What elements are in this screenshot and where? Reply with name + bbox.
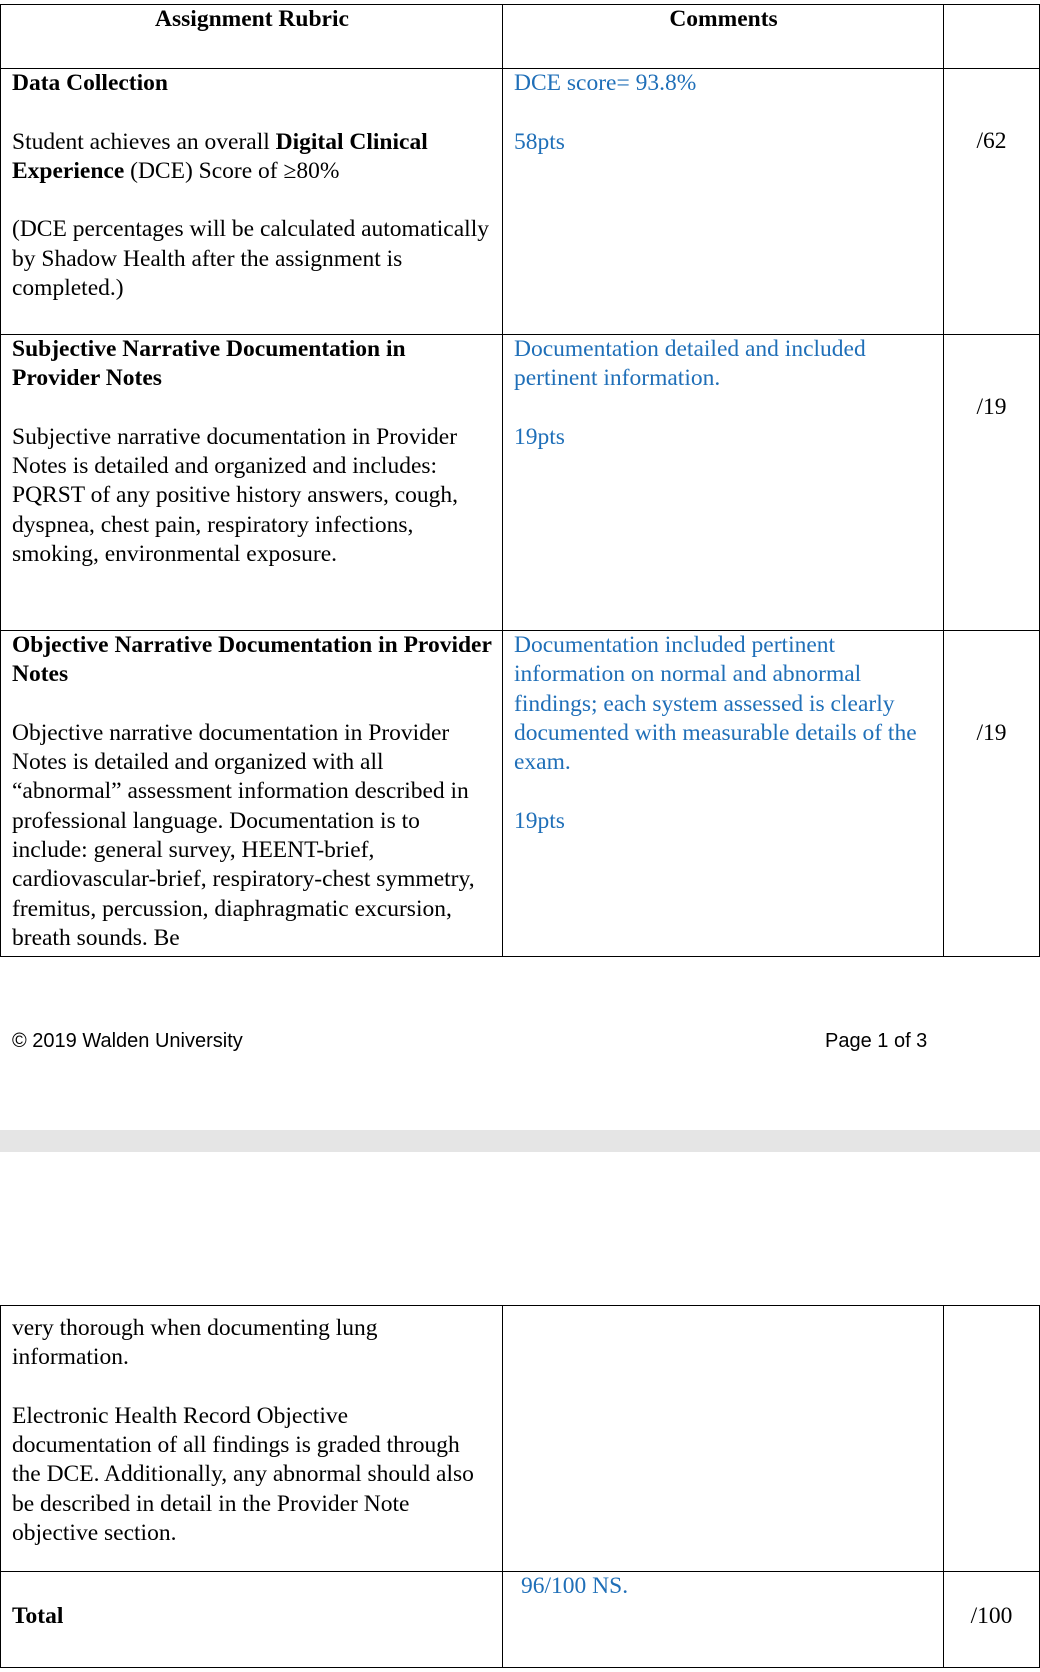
comment-text: Documentation included pertinent information on normal and abnormal findings; each system assessed is clearly documented with measurable details of the exam. [514,632,917,776]
points-cell [944,335,1040,631]
page-separator [0,1130,1040,1152]
table-row [1,335,1040,631]
criterion-title: Subjective Narrative Documentation in Provider Notes [12,336,406,392]
points-cell [944,1306,1040,1572]
criterion-cell [1,631,503,957]
total-label-cell [1,1572,503,1668]
comment-points: 19pts [514,423,565,450]
header-assignment-rubric: Assignment Rubric [1,5,503,69]
criterion-cell [1,335,503,631]
comment-cell [503,1306,944,1572]
points-value: /19 [976,394,1007,420]
criterion-description: Objective narrative documentation in Provider Notes is detailed and organized with all “abnormal” assessment information described in professional language. Documentation is to include: general survey, HEENT-brief, cardiovascular-brief, respiratory-chest symmetry, fremitus, percussion, diaphragmatic excursion, breath sounds. Be [12,719,475,951]
criterion-description-ehr: Electronic Health Record Objective documentation of all findings is graded through the DCE. Additionally, any abnormal should also be described in detail in the Provider Note objective section. [12,1402,474,1547]
total-points-cell [944,1572,1040,1668]
table-header-row [1,5,1040,69]
criterion-title: Objective Narrative Documentation in Provider Notes [12,632,492,688]
comment-cell [503,69,944,335]
criterion-description-continued: very thorough when documenting lung information. [12,1315,378,1371]
criterion-cell [1,69,503,335]
comment-points: 19pts [514,807,565,834]
points-value: /62 [976,128,1007,154]
criterion-description: Subjective narrative documentation in Provider Notes is detailed and organized and includes: [12,423,458,480]
points-cell [944,631,1040,957]
comment-cell [503,335,944,631]
rubric-table [0,4,1040,957]
criterion-note: (DCE percentages will be calculated automatically by Shadow Health after the assignment is completed.) [12,216,489,302]
criterion-description: Student achieves an overall Digital Clinical Experience (DCE) Score of ≥80% [12,128,428,184]
footer-copyright: © 2019 Walden University [12,1030,243,1052]
document-page-2 [0,1152,1040,1672]
comment-text: Documentation detailed and included pertinent information. [514,336,866,392]
comment-points: 58pts [514,128,565,155]
table-row [1,1306,1040,1572]
total-comment-cell [503,1572,944,1668]
header-comments: Comments [503,5,944,69]
criterion-title: Data Collection [12,70,168,96]
total-row [1,1572,1040,1668]
table-row [1,69,1040,335]
criterion-cell [1,1306,503,1572]
table-row [1,631,1040,957]
total-points: /100 [970,1603,1013,1629]
criterion-description-detail: PQRST of any positive history answers, cough, dyspnea, chest pain, respiratory infections, smoking, environmental exposure. [12,482,459,568]
rubric-table-continued [0,1305,1040,1668]
comment-cell [503,631,944,957]
header-points [944,5,1040,69]
comment-text: DCE score= 93.8% [514,70,697,96]
footer-page-number: Page 1 of 3 [825,1030,928,1052]
total-comment: 96/100 NS. [521,1573,629,1599]
total-label: Total [12,1603,64,1629]
points-cell [944,69,1040,335]
points-value: /19 [976,720,1007,746]
